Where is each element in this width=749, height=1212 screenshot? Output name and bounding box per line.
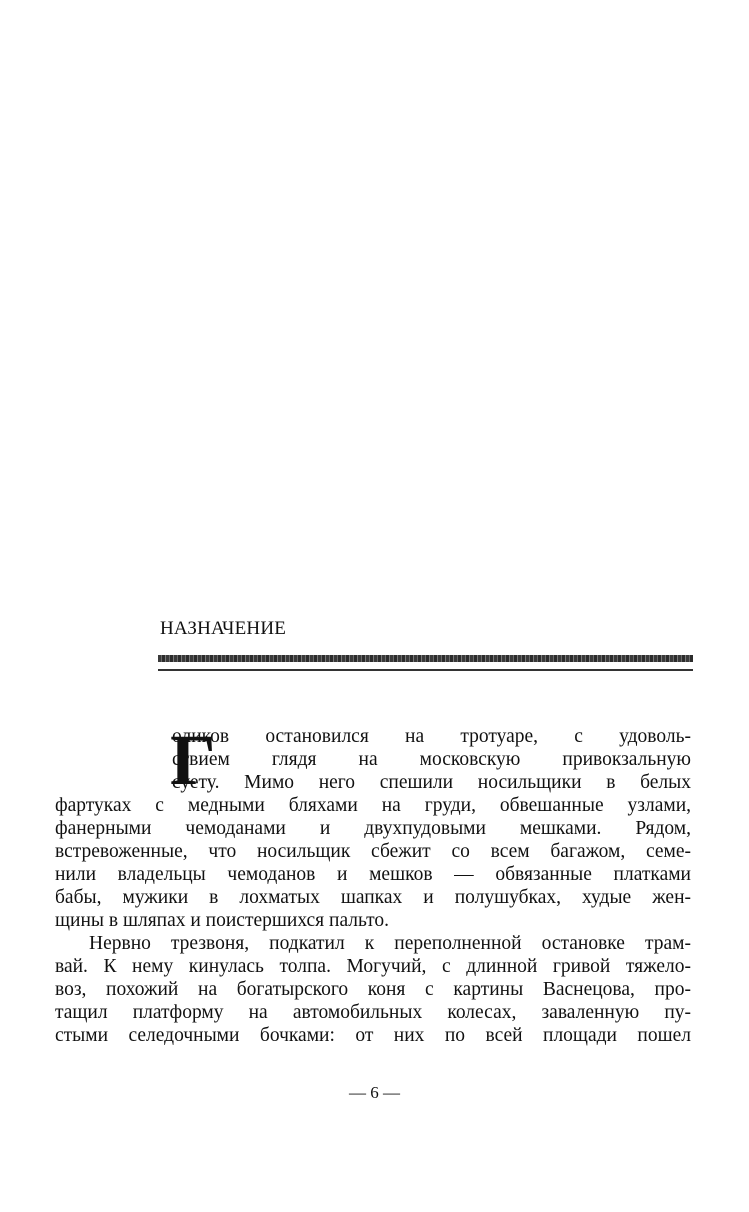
text-line: фартуках с медными бляхами на груди, обвешанные узлами,	[55, 795, 691, 816]
body-text	[55, 720, 691, 1047]
text-line: воз, похожий на богатырского коня с картины Васнецова, про-	[55, 979, 691, 1000]
text-line: ствием глядя на московскую привокзальную	[172, 749, 691, 770]
decorative-rule-thin	[158, 669, 693, 671]
chapter-title: НАЗНАЧЕНИЕ	[160, 618, 287, 639]
text-line: фанерными чемоданами и двухпудовыми мешками. Рядом,	[55, 818, 691, 839]
text-line: встревоженные, что носильщик сбежит со всем багажом, семе-	[55, 841, 691, 862]
page-number: — 6 —	[349, 1083, 400, 1102]
decorative-rule-thick	[158, 655, 693, 662]
drop-cap: Г	[170, 720, 216, 800]
text-line: суету. Мимо него спешили носильщики в белых	[172, 772, 691, 793]
text-line: щины в шляпах и поистершихся пальто.	[55, 910, 390, 931]
text-line: нили владельцы чемоданов и мешков — обвязанные платками	[55, 864, 691, 885]
text-line: стыми селедочными бочками: от них по всей площади пошел	[55, 1025, 691, 1046]
text-line: вай. К нему кинулась толпа. Могучий, с длинной гривой тяжело-	[55, 956, 691, 977]
text-line: бабы, мужики в лохматых шапках и полушубках, худые жен-	[55, 887, 691, 908]
text-line: тащил платформу на автомобильных колесах, заваленную пу-	[55, 1002, 691, 1023]
text-line: оликов остановился на тротуаре, с удоволь-	[172, 726, 691, 747]
text-line: Нервно трезвоня, подкатил к переполненной остановке трам-	[89, 933, 691, 954]
